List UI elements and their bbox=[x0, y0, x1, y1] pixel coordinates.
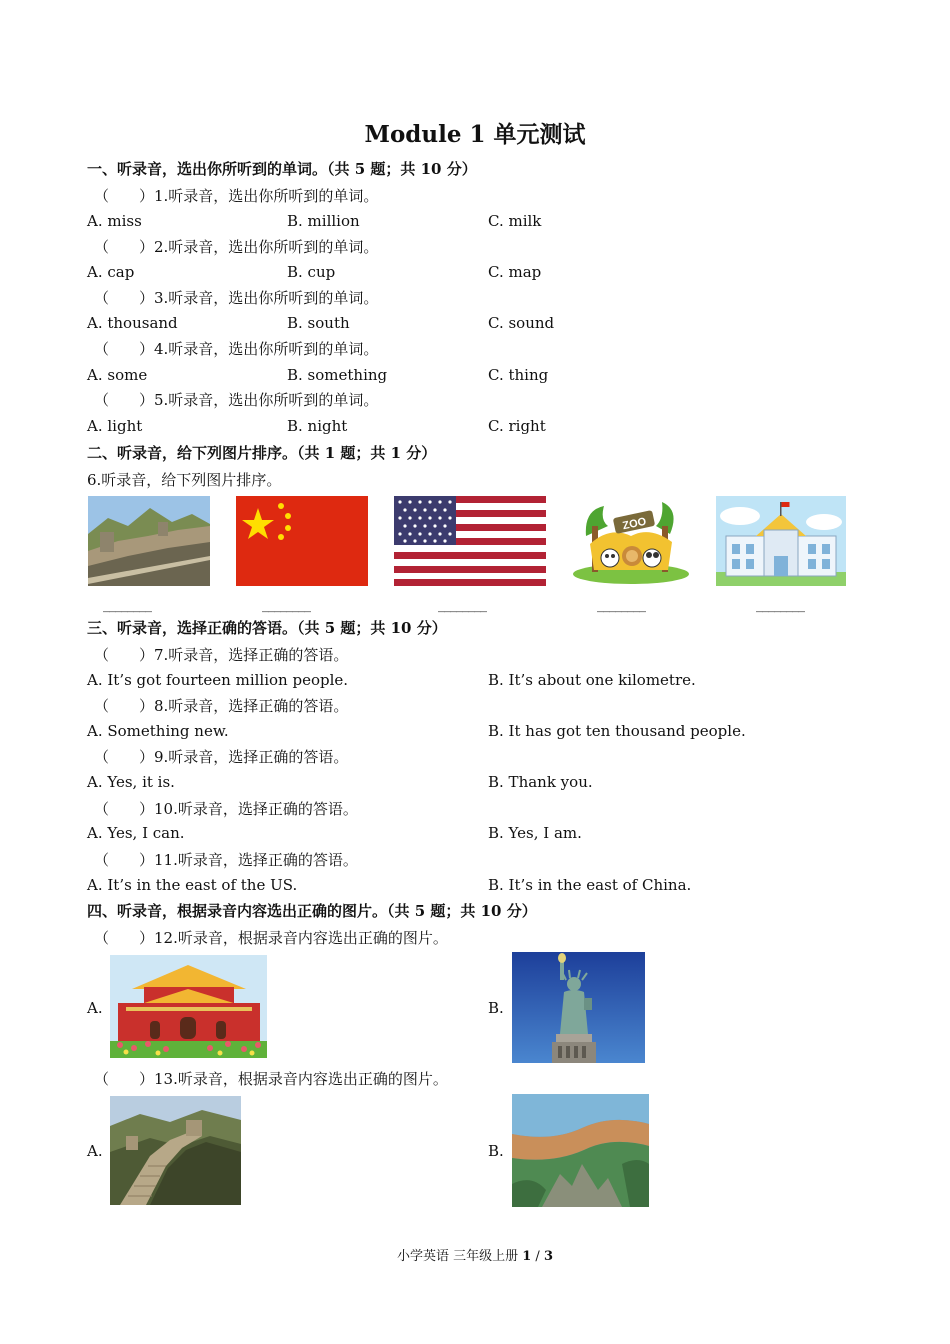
q1-option-a: A. miss bbox=[87, 212, 142, 230]
question-12-stem: （ ）12.听录音，根据录音内容选出正确的图片。 bbox=[94, 929, 448, 947]
q12-option-b-label: B. bbox=[488, 999, 504, 1017]
q7-option-b: B. It’s about one kilometre. bbox=[488, 671, 696, 689]
river-landscape-picture bbox=[512, 1094, 649, 1207]
china-flag-picture bbox=[236, 496, 368, 586]
footer-separator: / bbox=[531, 1249, 544, 1264]
q13-option-b-label: B. bbox=[488, 1142, 504, 1160]
statue-of-liberty-picture bbox=[512, 952, 645, 1063]
page-footer bbox=[0, 1245, 950, 1264]
q8-option-a: A. Something new. bbox=[87, 722, 229, 740]
us-flag-picture bbox=[394, 496, 546, 586]
footer-page-number: 1 bbox=[522, 1249, 532, 1264]
q11-option-b: B. It’s in the east of China. bbox=[488, 876, 692, 894]
q13-option-a-label: A. bbox=[87, 1142, 103, 1160]
q12-option-a-label: A. bbox=[87, 999, 103, 1017]
question-8-stem: （ ）8.听录音，选择正确的答语。 bbox=[94, 697, 349, 715]
question-3-stem: （ ）3.听录音，选出你所听到的单词。 bbox=[94, 289, 379, 307]
section-heading-1: 一、听录音，选出你所听到的单词。（共 5 题；共 10 分） bbox=[87, 160, 477, 178]
q4-option-a: A. some bbox=[87, 366, 148, 384]
school-building-picture bbox=[716, 496, 846, 586]
q5-option-c: C. right bbox=[488, 417, 546, 435]
question-9-stem: （ ）9.听录音，选择正确的答语。 bbox=[94, 748, 349, 766]
q7-option-a: A. It’s got fourteen million people. bbox=[87, 671, 349, 689]
zoo-picture bbox=[570, 496, 692, 586]
q2-option-c: C. map bbox=[488, 263, 542, 281]
section-heading-2: 二、听录音，给下列图片排序。（共 1 题；共 1 分） bbox=[87, 444, 437, 462]
q2-option-a: A. cap bbox=[87, 263, 135, 281]
q5-option-b: B. night bbox=[287, 417, 348, 435]
q8-option-b: B. It has got ten thousand people. bbox=[488, 722, 746, 740]
q4-option-b: B. something bbox=[287, 366, 388, 384]
question-6-stem: 6.听录音，给下列图片排序。 bbox=[87, 471, 282, 489]
question-7-stem: （ ）7.听录音，选择正确的答语。 bbox=[94, 646, 349, 664]
footer-total-pages: 3 bbox=[543, 1249, 553, 1264]
q4-option-c: C. thing bbox=[488, 366, 549, 384]
tiananmen-picture bbox=[110, 955, 267, 1058]
question-10-stem: （ ）10.听录音，选择正确的答语。 bbox=[94, 800, 358, 818]
q3-option-a: A. thousand bbox=[87, 314, 178, 332]
order-blank-3[interactable]: ________ bbox=[438, 597, 486, 613]
q5-option-a: A. light bbox=[87, 417, 143, 435]
order-blank-2[interactable]: ________ bbox=[262, 597, 310, 613]
order-blank-5[interactable]: ________ bbox=[756, 597, 804, 613]
question-1-stem: （ ）1.听录音，选出你所听到的单词。 bbox=[94, 187, 379, 205]
order-blank-4[interactable]: ________ bbox=[597, 597, 645, 613]
page-title: Module 1 单元测试 bbox=[364, 121, 586, 148]
q9-option-b: B. Thank you. bbox=[488, 773, 593, 791]
question-11-stem: （ ）11.听录音，选择正确的答语。 bbox=[94, 851, 358, 869]
section-heading-4: 四、听录音，根据录音内容选出正确的图片。（共 5 题；共 10 分） bbox=[87, 902, 537, 920]
footer-text: 小学英语 三年级上册 bbox=[396, 1249, 523, 1264]
q11-option-a: A. It’s in the east of the US. bbox=[87, 876, 298, 894]
zoo-sign-text: ZOO bbox=[621, 515, 648, 533]
q10-option-a: A. Yes, I can. bbox=[87, 824, 185, 842]
q10-option-b: B. Yes, I am. bbox=[488, 824, 582, 842]
order-blank-1[interactable]: ________ bbox=[103, 597, 151, 613]
question-4-stem: （ ）4.听录音，选出你所听到的单词。 bbox=[94, 340, 379, 358]
q1-option-b: B. million bbox=[287, 212, 360, 230]
q9-option-a: A. Yes, it is. bbox=[87, 773, 175, 791]
great-wall-picture bbox=[88, 496, 210, 586]
question-2-stem: （ ）2.听录音，选出你所听到的单词。 bbox=[94, 238, 379, 256]
q3-option-b: B. south bbox=[287, 314, 350, 332]
section-heading-3: 三、听录音，选择正确的答语。（共 5 题；共 10 分） bbox=[87, 619, 447, 637]
q2-option-b: B. cup bbox=[287, 263, 336, 281]
question-5-stem: （ ）5.听录音，选出你所听到的单词。 bbox=[94, 391, 379, 409]
question-13-stem: （ ）13.听录音，根据录音内容选出正确的图片。 bbox=[94, 1070, 448, 1088]
q1-option-c: C. milk bbox=[488, 212, 542, 230]
great-wall-photo bbox=[110, 1096, 241, 1205]
q3-option-c: C. sound bbox=[488, 314, 555, 332]
